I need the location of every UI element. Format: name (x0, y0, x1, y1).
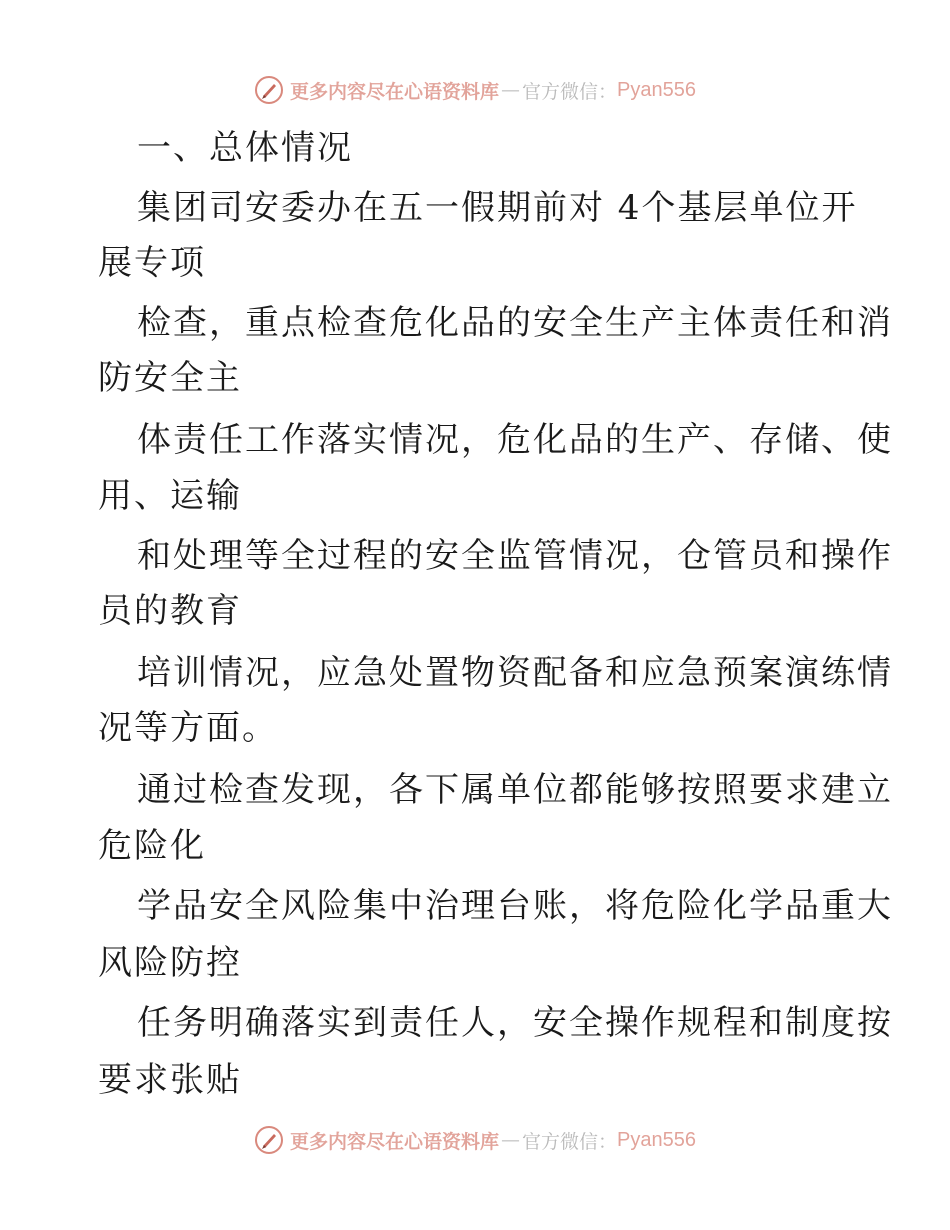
text-line: 况等方面。 (98, 708, 278, 748)
footer-watermark (0, 1122, 950, 1158)
quill-pen-icon (254, 75, 284, 105)
text-line: 要求张贴 (98, 1060, 242, 1100)
watermark-dash: — (501, 1129, 521, 1151)
text-line: 展专项 (98, 243, 206, 283)
watermark-official-label: 官方微信： (522, 1130, 618, 1153)
quill-pen-icon (254, 1125, 284, 1155)
text-line: 风险防控 (98, 943, 242, 983)
text-line: 检查，重点检查危化品的安全生产主体责任和消 (137, 303, 893, 343)
text-line: 用、运输 (98, 476, 242, 516)
text-line: 任务明确落实到责任人，安全操作规程和制度按 (137, 1003, 893, 1043)
section-heading: 一、总体情况 (137, 128, 353, 168)
watermark-brand: 更多内容尽在心语资料库 (290, 80, 500, 103)
watermark-wechat-id: Pyan556 (617, 1128, 696, 1151)
watermark-wechat-id: Pyan556 (617, 78, 696, 101)
text-line: 培训情况，应急处置物资配备和应急预案演练情 (137, 653, 893, 693)
text-line: 体责任工作落实情况，危化品的生产、存储、使 (137, 420, 893, 460)
header-watermark (0, 72, 950, 108)
text-line: 通过检查发现，各下属单位都能够按照要求建立 (137, 770, 893, 810)
text-line: 员的教育 (98, 591, 242, 631)
watermark-dash: — (501, 79, 521, 101)
text-line: 防安全主 (98, 358, 242, 398)
text-line: 危险化 (98, 826, 206, 866)
watermark-official-label: 官方微信： (522, 80, 618, 103)
text-line: 和处理等全过程的安全监管情况，仓管员和操作 (137, 536, 893, 576)
text-line: 学品安全风险集中治理台账，将危险化学品重大 (137, 886, 893, 926)
text-line: 集团司安委办在五一假期前对 4个基层单位开 (137, 188, 858, 228)
watermark-brand: 更多内容尽在心语资料库 (290, 1130, 500, 1153)
